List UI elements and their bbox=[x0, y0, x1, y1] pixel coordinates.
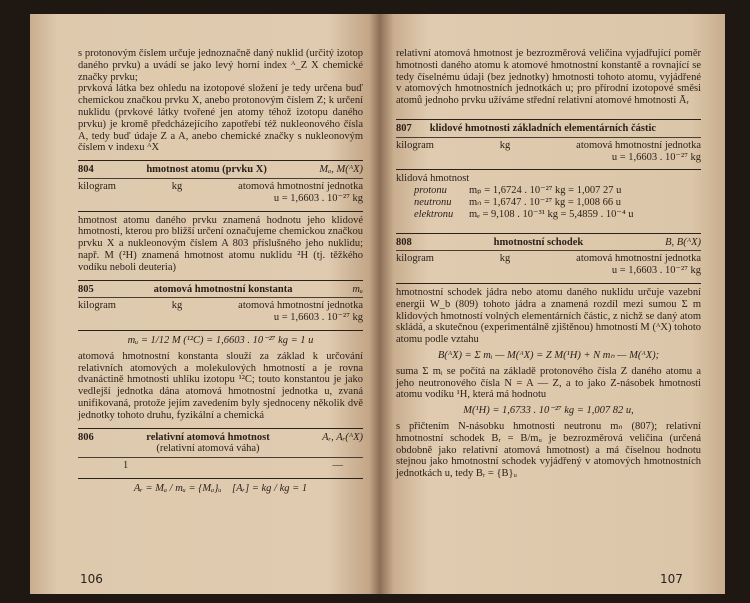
entry-808-header bbox=[396, 237, 701, 249]
intro-paragraph: prvková látka bez ohledu na izotopové složení je tedy určena buď chemickou značkou prvku X, anebo protonovým číslem Z; k určení nuklidu (prvkové látky tvořené jen atomy téhož izotopu daného prvku) je kromě předcházejícího zapotřebí též nukleonového čísla A, tedy buď údaje Z a A, anebo chemické značky s nukleonovým číslem v indexu ᴬX bbox=[78, 83, 363, 154]
unit-name: kilogram bbox=[396, 139, 434, 151]
divider bbox=[78, 211, 363, 212]
unit-name: kilogram bbox=[396, 253, 434, 265]
entry-number: 808 bbox=[396, 236, 412, 248]
divider bbox=[396, 137, 701, 138]
divider bbox=[78, 297, 363, 298]
intro-paragraph: s protonovým číslem určuje jednoznačně daný nuklid (určitý izotop daného prvku) a uvádí se jako levý horní index ᴬ_Z X chemické značky prvku; bbox=[78, 48, 363, 83]
formula: mᵤ = 1/12 M (¹²C) = 1,6603 . 10⁻²⁷ kg = 1 u bbox=[127, 334, 314, 346]
entry-text: hmotnost atomu daného prvku znamená hodnotu jeho klidové hmotnosti, kterou pro bližší určení označujeme chemickou značkou prvku X a nukleonovým číslem A 803 příslušného jeho nuklidu; např. M (²H) znamená hmotnost atomu nuklidu ²H (tj. těžkého vodíku neboli deuteria) bbox=[78, 214, 363, 273]
divider bbox=[396, 250, 701, 251]
entry-title: atomová hmotnostní konstanta bbox=[153, 283, 293, 295]
entry-text: suma Σ mᵢ se počítá na základě protonového čísla Z daného atomu a jeho neutronového čísla N = A — Z, a to jako Z-násobek hmotnosti atomu vodíku ¹H, která má hodnotu bbox=[396, 365, 701, 401]
right-page bbox=[380, 14, 725, 594]
page-number: 107 bbox=[660, 572, 683, 586]
entry-title: klidové hmotnosti základních elementárních částic bbox=[429, 122, 657, 134]
entry-number: 806 bbox=[78, 431, 94, 443]
entry-806-header bbox=[78, 432, 363, 456]
unit-symbol: kg bbox=[499, 253, 511, 265]
entry-805-header bbox=[78, 284, 363, 296]
divider bbox=[78, 457, 363, 458]
alt-unit-value: u = 1,6603 . 10⁻²⁷ kg bbox=[611, 151, 701, 163]
alt-unit-value: u = 1,6603 . 10⁻²⁷ kg bbox=[611, 265, 701, 277]
particle-name: elektronu bbox=[414, 208, 454, 220]
divider bbox=[396, 169, 701, 170]
divider bbox=[396, 119, 701, 120]
entry-title: hmotnostní schodek bbox=[493, 236, 584, 248]
formula: [Aᵣ] = kg / kg = 1 bbox=[232, 482, 308, 494]
divider bbox=[396, 233, 701, 234]
divider bbox=[78, 280, 363, 281]
page-number: 106 bbox=[80, 572, 103, 586]
unit-symbol: kg bbox=[171, 300, 183, 312]
entry-title: relativní atomová hmotnost bbox=[146, 431, 270, 443]
entry-text: atomová hmotnostní konstanta slouží za základ k určování relativních atomových a molekulových hmotností a je rovna dvanáctině hmotnosti uhlíku izotopu ¹²C; touto konstantou je jako vedlejší jednotka dána atomová hmotnostní jednotka u, zvaná unifikovaná, protože jejím zavedením byly sjednoceny několik dvě jednotky tohoto druhu, fyzikální a chemická bbox=[78, 350, 363, 421]
unit-name: kilogram bbox=[78, 180, 116, 192]
entry-804-header bbox=[78, 164, 363, 176]
entry-text: s přičtením N-násobku hmotnosti neutronu mₙ (807); relativní hmotnostní schodek Bᵣ = B/mᵤ je bezrozměrová veličina (určená obdobně jako relativní atomová hmotnost) a má číselnou hodnotu stejnou jako hmotnostní schodek vyjádřený v atomových hmotnostních jednotkách u, tedy Bᵣ = {B}ᵤ bbox=[396, 420, 701, 480]
divider bbox=[78, 160, 363, 161]
entry-symbol: Mₐ, M(ᴬX) bbox=[319, 164, 363, 176]
unit-symbol: — bbox=[332, 460, 343, 472]
entry-text: hmotnostní schodek jádra nebo atomu daného nuklidu určuje vazební energii W_b (809) tohoto jádra a znamená rozdíl mezi sumou Σ m klidových hmotností volných elementárních částic, z nichž se daný atom skládá, a skutečnou (experimentálně zjištěnou) hmotností M (ᴬX) tohoto atomu podle vztahu bbox=[396, 286, 701, 346]
unit-name: kilogram bbox=[78, 300, 116, 312]
alt-unit-value: u = 1,6603 . 10⁻²⁷ kg bbox=[273, 312, 363, 324]
formula: M(¹H) = 1,6733 . 10⁻²⁷ kg = 1,007 82 u, bbox=[463, 405, 634, 417]
entry-symbol: mᵤ bbox=[352, 283, 363, 295]
particle-mass: mₙ = 1,6747 . 10⁻²⁷ kg = 1,008 66 u bbox=[469, 196, 622, 208]
entry-number: 804 bbox=[78, 164, 94, 176]
alt-unit: atomová hmotnostní jednotka bbox=[576, 253, 701, 265]
particle-mass: mₑ = 9,108 . 10⁻³¹ kg = 5,4859 . 10⁻⁴ u bbox=[469, 208, 634, 220]
mass-row bbox=[396, 185, 701, 197]
unit-symbol: kg bbox=[171, 180, 183, 192]
mass-row bbox=[396, 197, 701, 209]
formula: Aᵣ = Mₐ / mᵤ = {Mₐ}ᵤ bbox=[133, 482, 222, 494]
entry-807-header bbox=[396, 123, 701, 135]
particle-name: protonu bbox=[414, 185, 447, 197]
formula: B(ᴬX) = Σ mᵢ — M(ᴬX) = Z M(¹H) + N mₙ — M(ᴬX); bbox=[437, 349, 660, 361]
particle-name: neutronu bbox=[414, 196, 452, 208]
divider bbox=[78, 330, 363, 331]
alt-unit: atomová hmotnostní jednotka bbox=[238, 300, 363, 312]
alt-unit: atomová hmotnostní jednotka bbox=[238, 180, 363, 192]
unit-name: 1 bbox=[123, 460, 129, 472]
alt-unit: atomová hmotnostní jednotka bbox=[576, 139, 701, 151]
divider bbox=[396, 283, 701, 284]
alt-unit-value: u = 1,6603 . 10⁻²⁷ kg bbox=[273, 192, 363, 204]
entry-title: hmotnost atomu (prvku X) bbox=[146, 164, 267, 176]
entry-symbol: B, B(ᴬX) bbox=[665, 236, 701, 248]
left-page bbox=[30, 14, 380, 594]
divider bbox=[78, 428, 363, 429]
mass-row bbox=[396, 209, 701, 221]
entry-subtitle: (relativní atomová váha) bbox=[156, 443, 260, 455]
entry-label: klidová hmotnost bbox=[396, 173, 470, 185]
intro-paragraph: relativní atomová hmotnost je bezrozměrová veličina vyjadřující poměr hmotnosti daného atomu k atomové hmotnostní konstantě a rovnající se tedy číselnému údaji (bez jednotky) hmotnosti tohoto atomu, vyjádřené v atomových hmotnostních jednotkách u; pro přírodní izotopové směsi atomů jednoho prvku užíváme střední relativní atomové hmotnosti Āᵣ bbox=[396, 48, 701, 107]
divider bbox=[78, 478, 363, 479]
entry-number: 807 bbox=[396, 122, 412, 134]
particle-mass: mₚ = 1,6724 . 10⁻²⁷ kg = 1,007 27 u bbox=[469, 185, 622, 197]
divider bbox=[78, 178, 363, 179]
entry-symbol: Aᵣ, Aᵣ(ᴬX) bbox=[322, 431, 363, 443]
entry-number: 805 bbox=[78, 283, 94, 295]
unit-symbol: kg bbox=[499, 139, 511, 151]
